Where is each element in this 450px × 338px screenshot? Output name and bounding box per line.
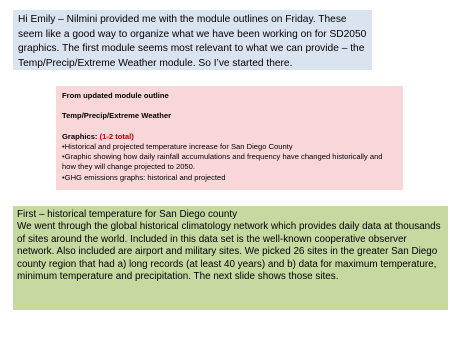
graphics-label: Graphics: xyxy=(62,131,98,141)
graphics-list-item: •GHG emissions graphs: historical and projected xyxy=(62,172,226,182)
module-outline-box xyxy=(56,86,403,190)
graphics-list xyxy=(62,142,397,183)
outline-spacer xyxy=(62,101,397,111)
intro-note-box xyxy=(13,10,372,70)
historical-temperature-box xyxy=(13,206,448,310)
graphics-list-item: •Graphic showing how daily rainfall accumulations and frequency have changed historically and how they will change projected to 2050. xyxy=(62,152,383,172)
intro-note-text: Hi Emily – Nilmini provided me with the module outlines on Friday. These seem like a good way to organize what we have been working on for SD2050 graphics. The first module seems most relevant to what we can provide – the Temp/Precip/Extreme Weather module. So I’ve started there. xyxy=(18,14,367,69)
history-title: First – historical temperature for San Diego county xyxy=(17,209,238,220)
graphics-count: (1-2 total) xyxy=(99,131,134,141)
outline-heading: From updated module outline xyxy=(62,91,169,100)
outline-graphics-line xyxy=(62,132,397,142)
outline-spacer xyxy=(62,122,397,132)
outline-module-name: Temp/Precip/Extreme Weather xyxy=(62,111,172,121)
graphics-list-item: •Historical and projected temperature increase for San Diego County xyxy=(62,141,293,151)
history-body: We went through the global historical climatology network which provides daily data at thousands of sites around the world. Included in this data set is the well-known cooperative observer network. Also included are airport and military sites. We picked 26 sites in the greater San Diego county region that had a) long records (at least 40 years) and b) data for maximum temperature, minimum temperature and precipitation. The next slide shows those sites. xyxy=(17,221,441,283)
